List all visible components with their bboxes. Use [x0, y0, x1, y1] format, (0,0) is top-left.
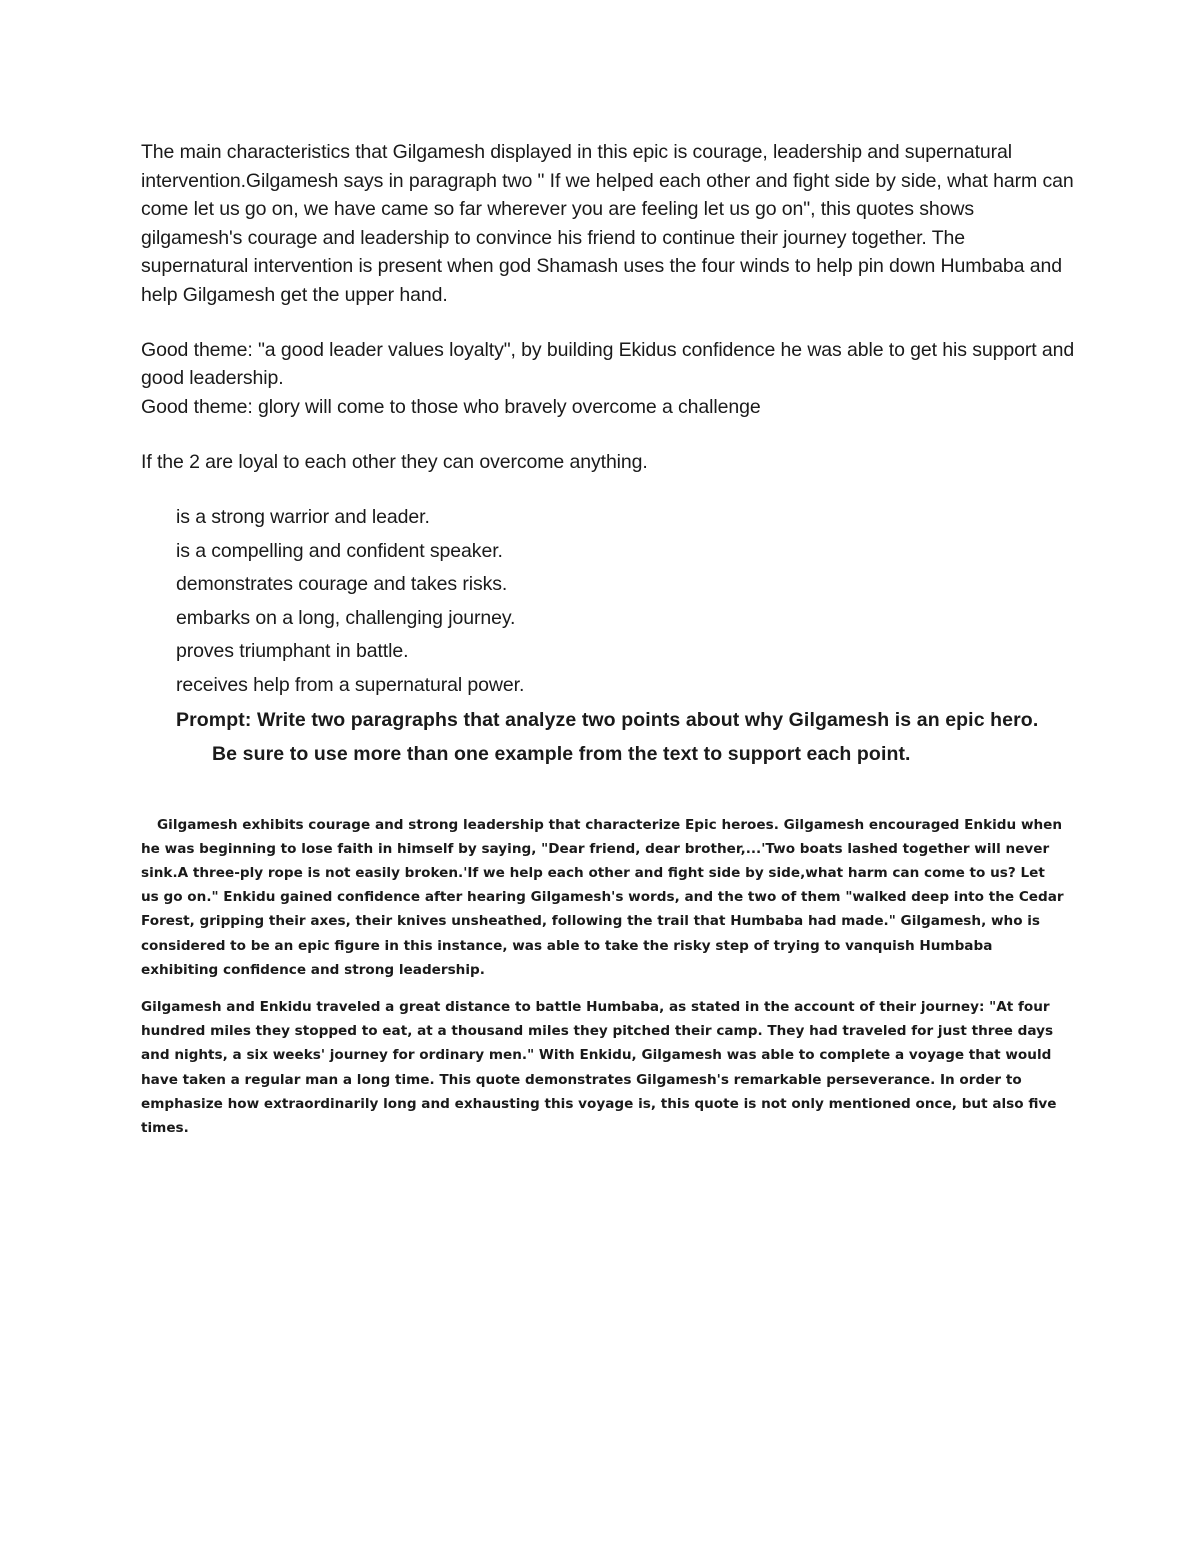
trait-item: is a compelling and confident speaker.: [176, 539, 503, 562]
trait-item: proves triumphant in battle.: [176, 640, 409, 663]
theme-two: Good theme: glory will come to those who bravely overcome a challenge: [141, 395, 761, 418]
trait-item: is a strong warrior and leader.: [176, 505, 430, 528]
intro-paragraph: The main characteristics that Gilgamesh displayed in this epic is courage, leadership and supernatural intervention.Gilgamesh says in paragraph two " If we helped each other and fight side by side, what harm can come let us go on, we have came so far wherever you are feeling let us go on", this quotes shows gilgamesh's courage and leadership to convince his friend to continue their journey together. The supernatural intervention is present when god Shamash uses the four winds to help pin down Humbaba and help Gilgamesh get the upper hand.: [141, 141, 1074, 306]
essay-paragraph-one: Gilgamesh exhibits courage and strong leadership that characterize Epic heroes. Gilgamesh encouraged Enkidu when he was beginning to lose faith in himself by saying, "Dear friend, dear brother,...'Two boats lashed together will never sink.A three-ply rope is not easily broken.'If we help each other and fight side by side,what harm can come to us? Let us go on." Enkidu gained confidence after hearing Gilgamesh's words, and the two of them "walked deep into the Cedar Forest, gripping their axes, their knives unsheathed, following the trail that Humbaba had made." Gilgamesh, who is considered to be an epic figure in this instance, was able to take the risky step of trying to vanquish Humbaba exhibiting confidence and strong leadership.: [141, 816, 1064, 978]
epic-hero-traits-list: [176, 501, 1076, 703]
document-body: [141, 138, 1076, 1140]
loyalty-note: If the 2 are loyal to each other they can overcome anything.: [141, 451, 648, 474]
trait-item: embarks on a long, challenging journey.: [176, 606, 516, 629]
writing-prompt: Prompt: Write two paragraphs that analyze two points about why Gilgamesh is an epic hero. Be sure to use more than one example from the text to support each point.: [176, 708, 1039, 765]
trait-item: demonstrates courage and takes risks.: [176, 573, 508, 596]
trait-item: receives help from a supernatural power.: [176, 673, 525, 696]
essay-paragraph-two: Gilgamesh and Enkidu traveled a great distance to battle Humbaba, as stated in the account of their journey: "At four hundred miles they stopped to eat, at a thousand miles they pitched their camp. They had traveled for just three days and nights, a six weeks' journey for ordinary men." With Enkidu, Gilgamesh was able to complete a voyage that would have taken a regular man a long time. This quote demonstrates Gilgamesh's remarkable perseverance. In order to emphasize how extraordinarily long and exhausting this voyage is, this quote is not only mentioned once, but also five times.: [141, 998, 1057, 1136]
theme-one: Good theme: "a good leader values loyalty", by building Ekidus confidence he was able to get his support and good leadership.: [141, 338, 1075, 390]
